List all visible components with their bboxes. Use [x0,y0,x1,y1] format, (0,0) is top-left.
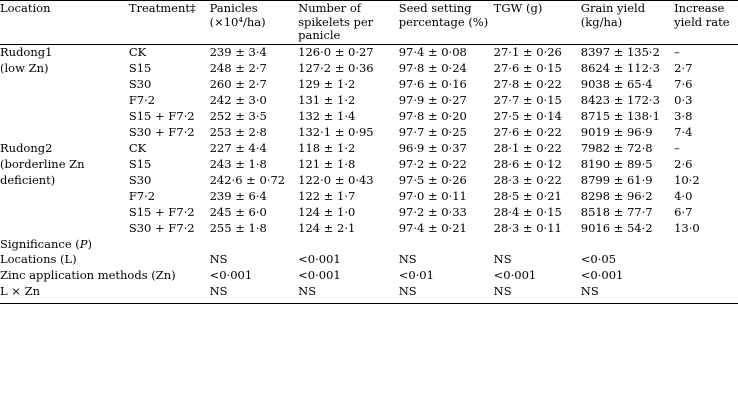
cell-spikelets: 124 ± 2·1 [298,220,356,235]
cell-grain-yield: 8624 ± 112·3 [580,61,660,76]
cell-increase: 2·7 [674,61,693,76]
table-row [0,268,738,284]
cell-location [0,189,129,205]
table-row [0,173,738,189]
table-row [0,77,738,93]
cell-increase: 0·3 [674,93,693,108]
cell-increase: 13·0 [674,220,700,235]
cell-treatment: S30 [128,77,152,92]
cell-location: Rudong2 [0,140,53,155]
cell-panicles: 252 ± 3·5 [209,109,267,123]
cell-panicles: 255 ± 1·8 [209,220,267,235]
table-row [0,189,738,205]
table-row [0,61,738,77]
cell-increase: – [674,45,680,60]
cell-spikelets: 122·0 ± 0·43 [298,172,374,187]
cell-location [0,204,129,220]
cell-grain-yield: 8397 ± 135·2 [580,45,660,60]
cell-panicles: NS [209,252,228,267]
table-row [0,109,738,125]
cell-grain-yield: 9016 ± 54·2 [580,220,653,235]
cell-spikelets: 131 ± 1·2 [298,93,356,108]
header-increase-yield-rate: Increase yield rate [674,1,730,29]
cell-seed-setting: 97·8 ± 0·24 [398,61,467,76]
cell-spikelets: 122 ± 1·7 [298,188,356,203]
cell-treatment: CK [128,45,147,60]
cell-panicles: NS [209,284,228,299]
cell-location: (low Zn) [0,61,49,76]
cell-spikelets: 118 ± 1·2 [298,140,356,155]
cell-panicles: 253 ± 2·8 [209,124,267,139]
table-header [0,1,738,45]
cell-grain-yield: <0·05 [580,252,617,267]
cell-tgw: 27·5 ± 0·14 [493,109,562,123]
header-location: Location [0,1,51,16]
cell-panicles: 242·6 ± 0·72 [209,172,286,187]
cell-grain-yield: 8715 ± 138·1 [580,109,660,123]
header-seed-setting: Seed setting percentage (%) [398,1,489,29]
cell-tgw: 27·6 ± 0·15 [493,61,562,76]
cell-tgw: 27·7 ± 0·15 [493,93,562,108]
cell-grain-yield: 9019 ± 96·9 [580,124,653,139]
cell-increase: 7·6 [674,77,693,92]
header-panicles: Panicles (×10⁴/ha) [209,1,266,29]
cell-seed-setting: NS [398,284,417,299]
cell-seed-setting: 97·5 ± 0·26 [398,172,467,187]
header-spikelets: Number of spikelets per panicle [298,1,374,43]
cell-panicles: 245 ± 6·0 [209,204,267,219]
cell-grain-yield: 8190 ± 89·5 [580,156,653,171]
cell-panicles: 239 ± 6·4 [209,188,267,203]
cell-seed-setting: 97·4 ± 0·21 [398,220,467,235]
cell-spikelets: 132·1 ± 0·95 [298,124,374,139]
table-row [0,284,738,300]
cell-factor: Locations (L) [0,252,77,267]
cell-seed-setting: 97·9 ± 0·27 [398,93,467,108]
cell-seed-setting: 97·0 ± 0·11 [398,188,467,203]
cell-spikelets: 124 ± 1·0 [298,204,356,219]
cell-spikelets: <0·001 [298,268,341,283]
cell-location [0,125,129,141]
cell-spikelets: <0·001 [298,252,341,267]
cell-panicles: <0·001 [209,268,253,283]
cell-tgw: 28·1 ± 0·22 [493,140,562,155]
cell-treatment: F7·2 [128,188,156,203]
table-body [0,45,738,304]
cell-seed-setting: 97·7 ± 0·25 [398,124,467,139]
cell-seed-setting: 97·2 ± 0·22 [398,156,467,171]
table-row [0,252,738,268]
cell-location [0,77,129,93]
header-grain-yield: Grain yield (kg/ha) [580,1,646,29]
cell-seed-setting: <0·01 [398,268,434,283]
cell-spikelets: 126·0 ± 0·27 [298,45,374,60]
cell-increase [674,268,738,284]
cell-seed-setting: 96·9 ± 0·37 [398,140,467,155]
table-row [0,157,738,173]
cell-tgw: <0·001 [493,268,537,283]
table-row [0,141,738,157]
cell-increase: – [674,140,680,155]
cell-factor: L × Zn [0,284,40,299]
cell-treatment: F7·2 [128,93,156,108]
cell-location [0,220,129,236]
header-treatment: Treatment‡ [128,1,196,16]
cell-grain-yield: 8298 ± 96·2 [580,188,653,203]
cell-panicles: 239 ± 3·4 [209,45,267,60]
cell-grain-yield: 9038 ± 65·4 [580,77,653,92]
cell-grain-yield: NS [580,284,599,299]
cell-increase: 10·2 [674,172,700,187]
significance-label: Significance (P) [0,236,93,251]
cell-tgw: 27·8 ± 0·22 [493,77,562,92]
table-row [0,220,738,236]
cell-spikelets: 132 ± 1·4 [298,109,356,123]
cell-increase: 4·0 [674,188,693,203]
cell-treatment: S15 [128,156,152,171]
header-tgw: TGW (g) [493,1,543,16]
cell-grain-yield: 8799 ± 61·9 [580,172,653,187]
table-row [0,45,738,61]
cell-panicles: 260 ± 2·7 [209,77,267,92]
table-row [0,204,738,220]
cell-panicles: 248 ± 2·7 [209,61,267,76]
cell-seed-setting: 97·2 ± 0·33 [398,204,467,219]
cell-factor: Zinc application methods (Zn) [0,268,176,283]
cell-spikelets: 127·2 ± 0·36 [298,61,374,76]
cell-treatment: S15 + F7·2 [128,109,195,123]
cell-treatment: S30 + F7·2 [128,124,195,139]
cell-location: (borderline Zn [0,156,85,171]
cell-increase: 3·8 [674,109,693,123]
cell-increase [674,284,738,300]
cell-seed-setting: 97·4 ± 0·08 [398,45,467,60]
cell-treatment: S30 [128,172,152,187]
cell-tgw: 28·4 ± 0·15 [493,204,562,219]
cell-grain-yield: 7982 ± 72·8 [580,140,653,155]
cell-seed-setting: 97·8 ± 0·20 [398,109,467,123]
cell-increase: 6·7 [674,204,693,219]
cell-grain-yield: 8423 ± 172·3 [580,93,660,108]
cell-tgw: 28·6 ± 0·12 [493,156,562,171]
cell-tgw: 27·1 ± 0·26 [493,45,562,60]
table-row [0,125,738,141]
cell-tgw: 28·3 ± 0·11 [493,220,562,235]
cell-panicles: 227 ± 4·4 [209,140,267,155]
cell-panicles: 242 ± 3·0 [209,93,267,108]
cell-treatment: S15 [128,61,152,76]
cell-treatment: S30 + F7·2 [128,220,195,235]
cell-tgw: 28·5 ± 0·21 [493,188,562,203]
cell-panicles: 243 ± 1·8 [209,156,267,171]
cell-location: Rudong1 [0,45,53,60]
table-bottom-rule [0,300,738,304]
cell-location: deficient) [0,172,56,187]
cell-location [0,93,129,109]
cell-tgw: 27·6 ± 0·22 [493,124,562,139]
cell-spikelets: NS [298,284,317,299]
cell-tgw: NS [493,284,512,299]
significance-header-row [0,236,738,252]
cell-seed-setting: 97·6 ± 0·16 [398,77,467,92]
table-row [0,93,738,109]
cell-location [0,109,129,125]
cell-spikelets: 129 ± 1·2 [298,77,356,92]
cell-increase: 7·4 [674,124,693,139]
cell-treatment: S15 + F7·2 [128,204,195,219]
cell-grain-yield: <0·001 [580,268,624,283]
cell-tgw: 28·3 ± 0·22 [493,172,562,187]
cell-increase [674,252,738,268]
cell-tgw: NS [493,252,512,267]
cell-grain-yield: 8518 ± 77·7 [580,204,653,219]
cell-treatment: CK [128,140,147,155]
cell-increase: 2·6 [674,156,693,171]
cell-spikelets: 121 ± 1·8 [298,156,356,171]
cell-seed-setting: NS [398,252,417,267]
